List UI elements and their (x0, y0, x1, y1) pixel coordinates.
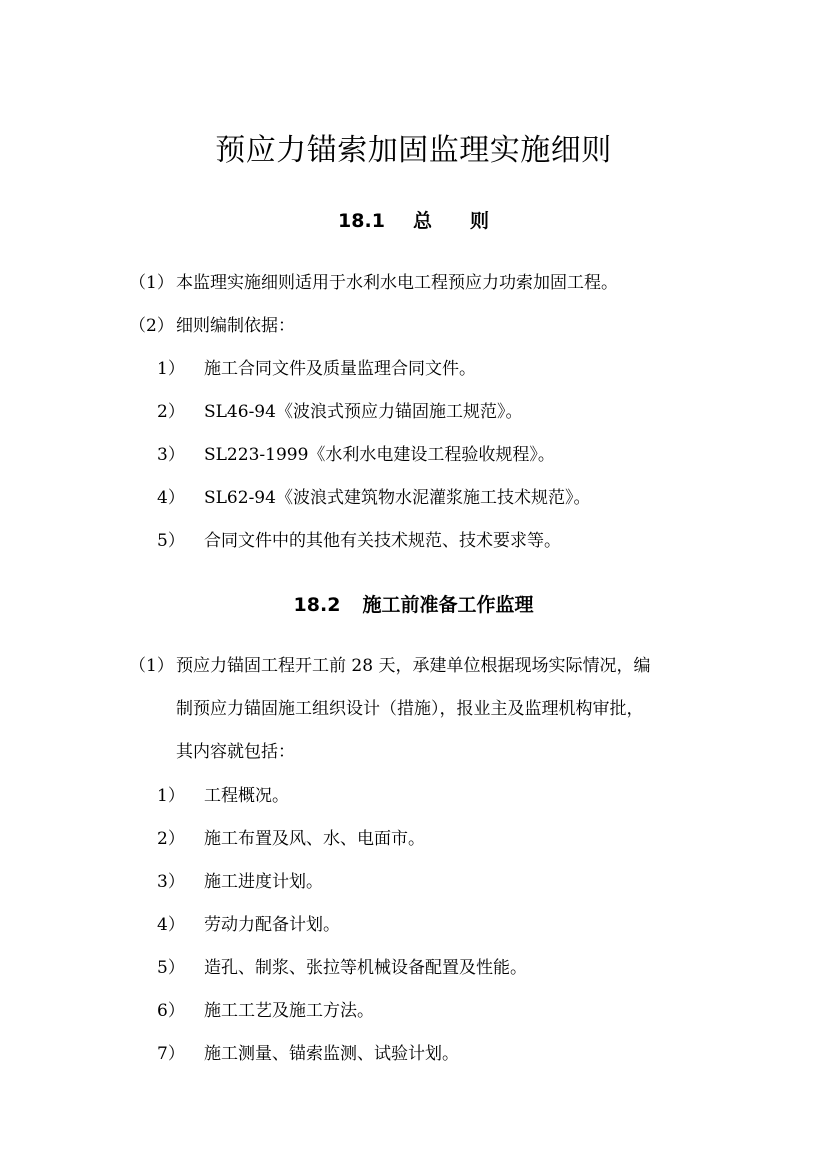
list-item-number: 1） (157, 786, 185, 806)
list-item-text: 造孔、制浆、张拉等机械设备配置及性能。 (204, 958, 527, 978)
list-item-text: SL223-1999《水利水电建设工程验收规程》。 (204, 445, 555, 465)
list-item-number: 5） (157, 958, 185, 978)
section-heading-18-1 (0, 208, 827, 234)
list-item-text: 施工进度计划。 (204, 872, 323, 892)
list-item-text: 合同文件中的其他有关技术规范、技术要求等。 (204, 531, 561, 551)
list-item-number: 2） (157, 829, 185, 849)
list-item-number: 4） (157, 488, 185, 508)
paragraph-text: 细则编制依据： (176, 316, 295, 336)
list-item-text: 施工工艺及施工方法。 (204, 1001, 374, 1021)
list-item-number: 1） (157, 359, 185, 379)
document-title: 预应力锚索加固监理实施细则 (215, 133, 612, 168)
list-item-number: 4） (157, 915, 185, 935)
list-item-text: 施工布置及风、水、电面市。 (204, 829, 425, 849)
paragraph-text: 其内容就包括： (176, 742, 295, 762)
list-item-number: 3） (157, 445, 185, 465)
paragraph-number: （1） (129, 273, 174, 293)
list-item-number: 3） (157, 872, 185, 892)
list-item-text: 施工测量、锚索监测、试验计划。 (204, 1044, 459, 1064)
list-item-number: 5） (157, 531, 185, 551)
list-item-text: 施工合同文件及质量监理合同文件。 (204, 359, 476, 379)
list-item-text: SL62-94《波浪式建筑物水泥灌浆施工技术规范》。 (204, 488, 591, 508)
section-number: 18.2 (293, 594, 341, 616)
list-item-number: 6） (157, 1001, 185, 1021)
section-title: 总 则 (412, 210, 489, 232)
paragraph-text: 制预应力锚固施工组织设计（措施），报业主及监理机构审批， (176, 699, 644, 719)
paragraph-number: （2） (129, 316, 174, 336)
list-item-number: 2） (157, 402, 185, 422)
list-item-text: 劳动力配备计划。 (204, 915, 340, 935)
section-title: 施工前准备工作监理 (362, 594, 534, 616)
section-heading-18-2 (0, 592, 827, 618)
paragraph-text: 预应力锚固工程开工前 28 天，承建单位根据现场实际情况，编 (176, 656, 651, 676)
list-item-text: 工程概况。 (204, 786, 289, 806)
list-item-text: SL46-94《波浪式预应力锚固施工规范》。 (204, 402, 523, 422)
paragraph-number: （1） (129, 656, 174, 676)
paragraph-text: 本监理实施细则适用于水利水电工程预应力功索加固工程。 (176, 273, 618, 293)
list-item-number: 7） (157, 1044, 185, 1064)
section-number: 18.1 (338, 210, 385, 232)
